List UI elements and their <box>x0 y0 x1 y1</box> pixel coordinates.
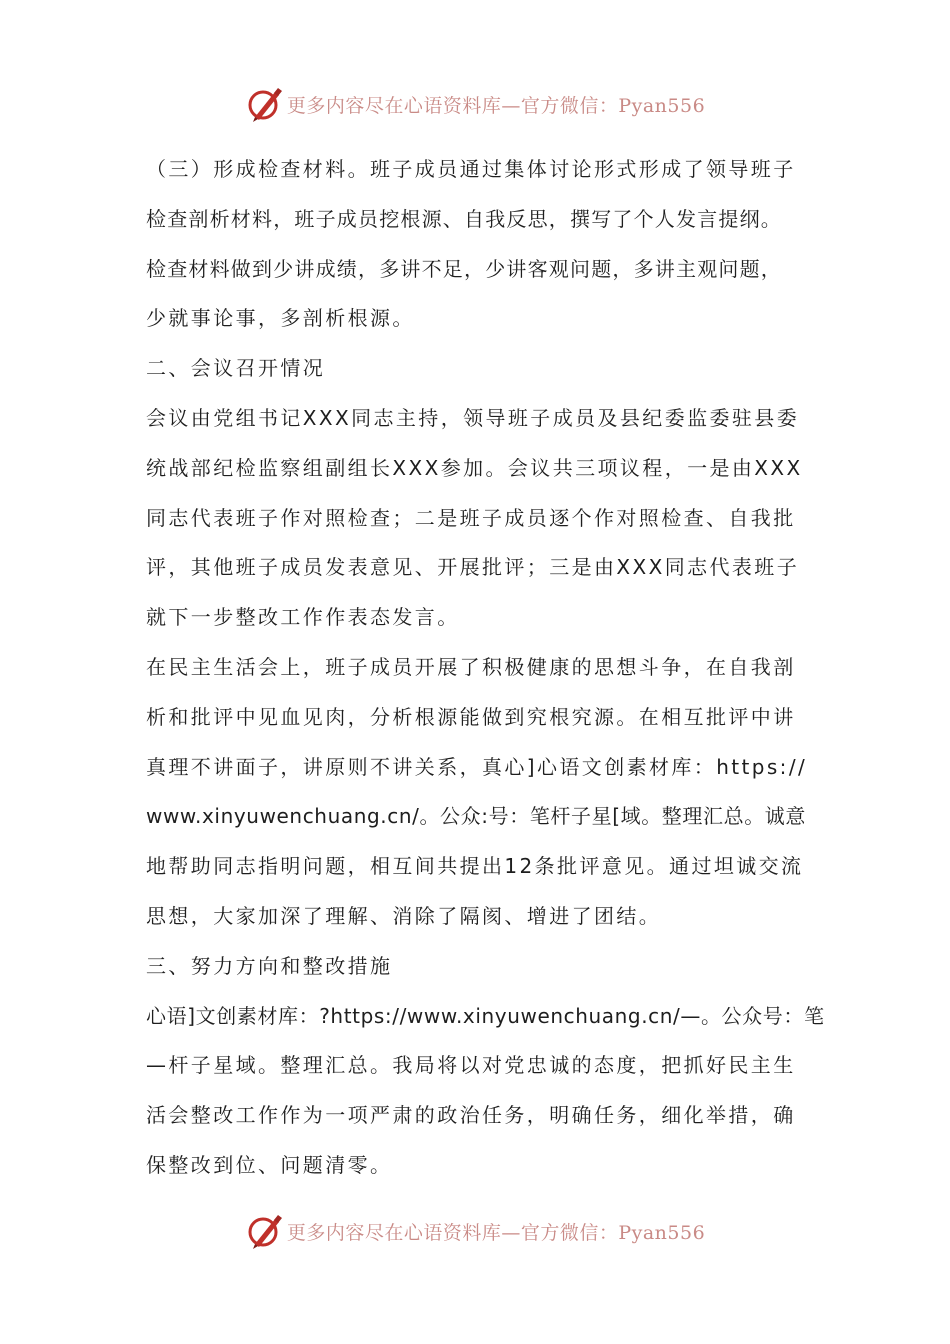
section-heading: 三、努力方向和整改措施 <box>146 953 393 978</box>
paragraph-line: 同志代表班子作对照检查；二是班子成员逐个作对照检查、自我批 <box>146 505 796 530</box>
paragraph-line: 就下一步整改工作作表态发言。 <box>146 605 460 630</box>
paragraph-line: 统战部纪检监察组副组长XXX参加。会议共三项议程，一是由XXX <box>146 455 803 480</box>
paragraph-line: 活会整改工作作为一项严肃的政治任务，明确任务，细化举措，确 <box>146 1103 796 1128</box>
paragraph-line: 在民主生活会上，班子成员开展了积极健康的思想斗争，在自我剖 <box>146 654 796 679</box>
paragraph-line: 地帮助同志指明问题，相互间共提出12条批评意见。通过坦诚交流 <box>146 854 804 879</box>
watermark-text: 更多内容尽在心语资料库—官方微信：Pyan556 <box>286 94 706 117</box>
paragraph-line: 检查材料做到少讲成绩，多讲不足，少讲客观问题，多讲主观问题， <box>146 256 782 281</box>
paragraph-line: 真理不讲面子，讲原则不讲关系，真心]心语文创素材库：https:// <box>146 754 808 779</box>
paragraph-line: 会议由党组书记XXX同志主持，领导班子成员及县纪委监委驻县委 <box>146 405 800 430</box>
paragraph-line: 思想，大家加深了理解、消除了隔阂、增进了团结。 <box>146 903 662 928</box>
paragraph-line: www.xinyuwenchuang.cn/。公众:号：笔杆子星[域。整理汇总。诚意 <box>146 804 806 829</box>
section-heading: 二、会议召开情况 <box>146 356 326 381</box>
pen-logo-icon <box>245 1211 285 1251</box>
paragraph-line: 评，其他班子成员发表意见、开展批评；三是由XXX同志代表班子 <box>146 555 800 580</box>
watermark-text: 更多内容尽在心语资料库—官方微信：Pyan556 <box>286 1221 706 1244</box>
document-body <box>146 145 825 1191</box>
paragraph-line: 心语]文创素材库：?https://www.xinyuwenchuang.cn/—。公众号：笔 <box>146 1003 825 1028</box>
paragraph-line: —杆子星域。整理汇总。我局将以对党忠诚的态度，把抓好民主生 <box>146 1053 796 1078</box>
paragraph-line: （三）形成检查材料。班子成员通过集体讨论形式形成了领导班子 <box>146 157 796 181</box>
paragraph-line: 检查剖析材料，班子成员挖根源、自我反思，撰写了个人发言提纲。 <box>146 206 782 231</box>
paragraph-line: 保整改到位、问题清零。 <box>146 1152 393 1177</box>
footer-watermark <box>0 1209 950 1253</box>
paragraph-line: 少就事论事，多剖析根源。 <box>146 306 415 331</box>
pen-logo-icon <box>245 84 285 124</box>
header-watermark <box>0 82 950 126</box>
paragraph-line: 析和批评中见血见肉，分析根源能做到究根究源。在相互批评中讲 <box>146 704 796 729</box>
